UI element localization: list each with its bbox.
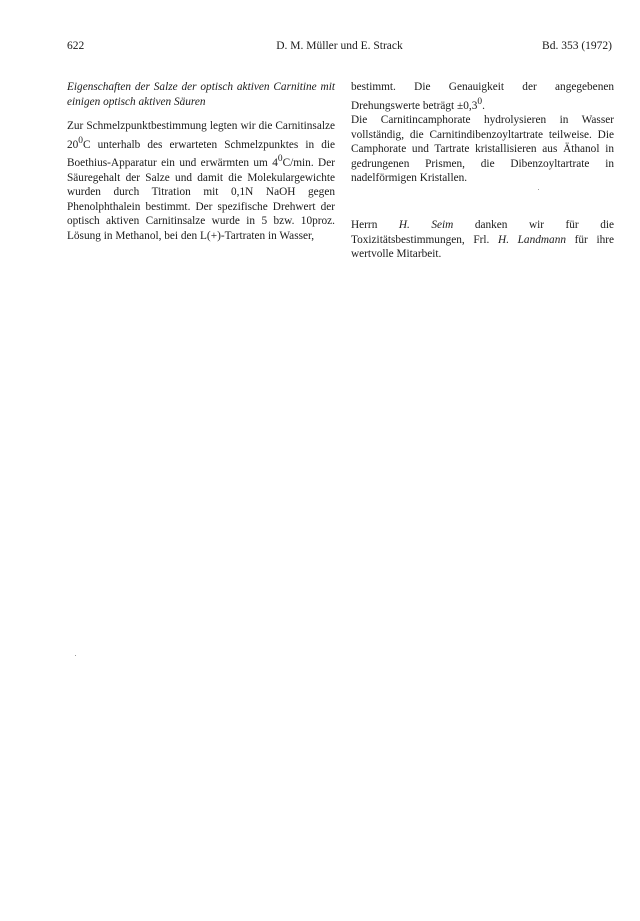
- methods-text-3: C/min. Der Säuregehalt der Salze und damit die Molekulargewichte wurden durch Titration mit 0,1N NaOH gegen Phenolphthalein bestimmt. Der spezifische Drehwert der optisch aktiven Carnitinsalze wurde in 5 bzw. 10proz. Lösung in Methanol, bei den L(+)-Tartraten in Wasser,: [67, 156, 335, 242]
- ack-text-1: Herrn: [351, 218, 399, 231]
- continuation-text: bestimmt. Die Genauigkeit der angegebenen Drehungswerte beträgt ±0,3: [351, 81, 614, 112]
- continuation-paragraph: [351, 80, 614, 113]
- continuation-end: .: [482, 99, 485, 112]
- degree-sup-3: 0: [477, 96, 483, 107]
- scan-speck: [75, 655, 76, 656]
- running-authors: D. M. Müller und E. Strack: [276, 40, 403, 52]
- methods-text-2: C unterhalb des erwarteten Schmelzpunktes in die Boethius-Apparatur ein und erwärmten um 4: [67, 138, 335, 169]
- scan-speck: [538, 189, 539, 190]
- acknowledgement-paragraph: [351, 218, 614, 262]
- section-heading: Eigenschaften der Salze der optisch aktiven Carnitine mit einigen optisch aktiven Säuren: [67, 81, 335, 108]
- page-header: [67, 40, 612, 58]
- methods-text-1: Zur Schmelzpunktbestimmung legten wir die Carnitinsalze 20: [67, 120, 335, 151]
- ack-name-seim: H. Seim: [398, 218, 454, 231]
- ack-text-2: danken wir für die Toxizitätsbestimmungen, Frl.: [351, 218, 614, 246]
- degree-sup-1: 0: [78, 135, 83, 146]
- journal-volume: Bd. 353 (1972): [542, 40, 612, 52]
- degree-sup-2: 0: [277, 154, 283, 165]
- methods-paragraph: [67, 119, 335, 243]
- page-number: 622: [67, 40, 85, 52]
- hydrolysis-paragraph: Die Carnitincamphorate hydrolysieren in Wasser vollständig, die Carnitindibenzoyltartrate teilweise. Die Camphorate und Tartrate kristallisieren aus Äthanol in gedrungenen Prismen, die Dibenzoyltartrate in nadelförmigen Kristallen.: [351, 113, 614, 185]
- right-column: [351, 80, 614, 262]
- ack-text-3: für ihre wertvolle Mitarbeit.: [351, 233, 615, 261]
- ack-name-landmann: H. Landmann: [498, 233, 566, 246]
- left-column: [67, 80, 335, 243]
